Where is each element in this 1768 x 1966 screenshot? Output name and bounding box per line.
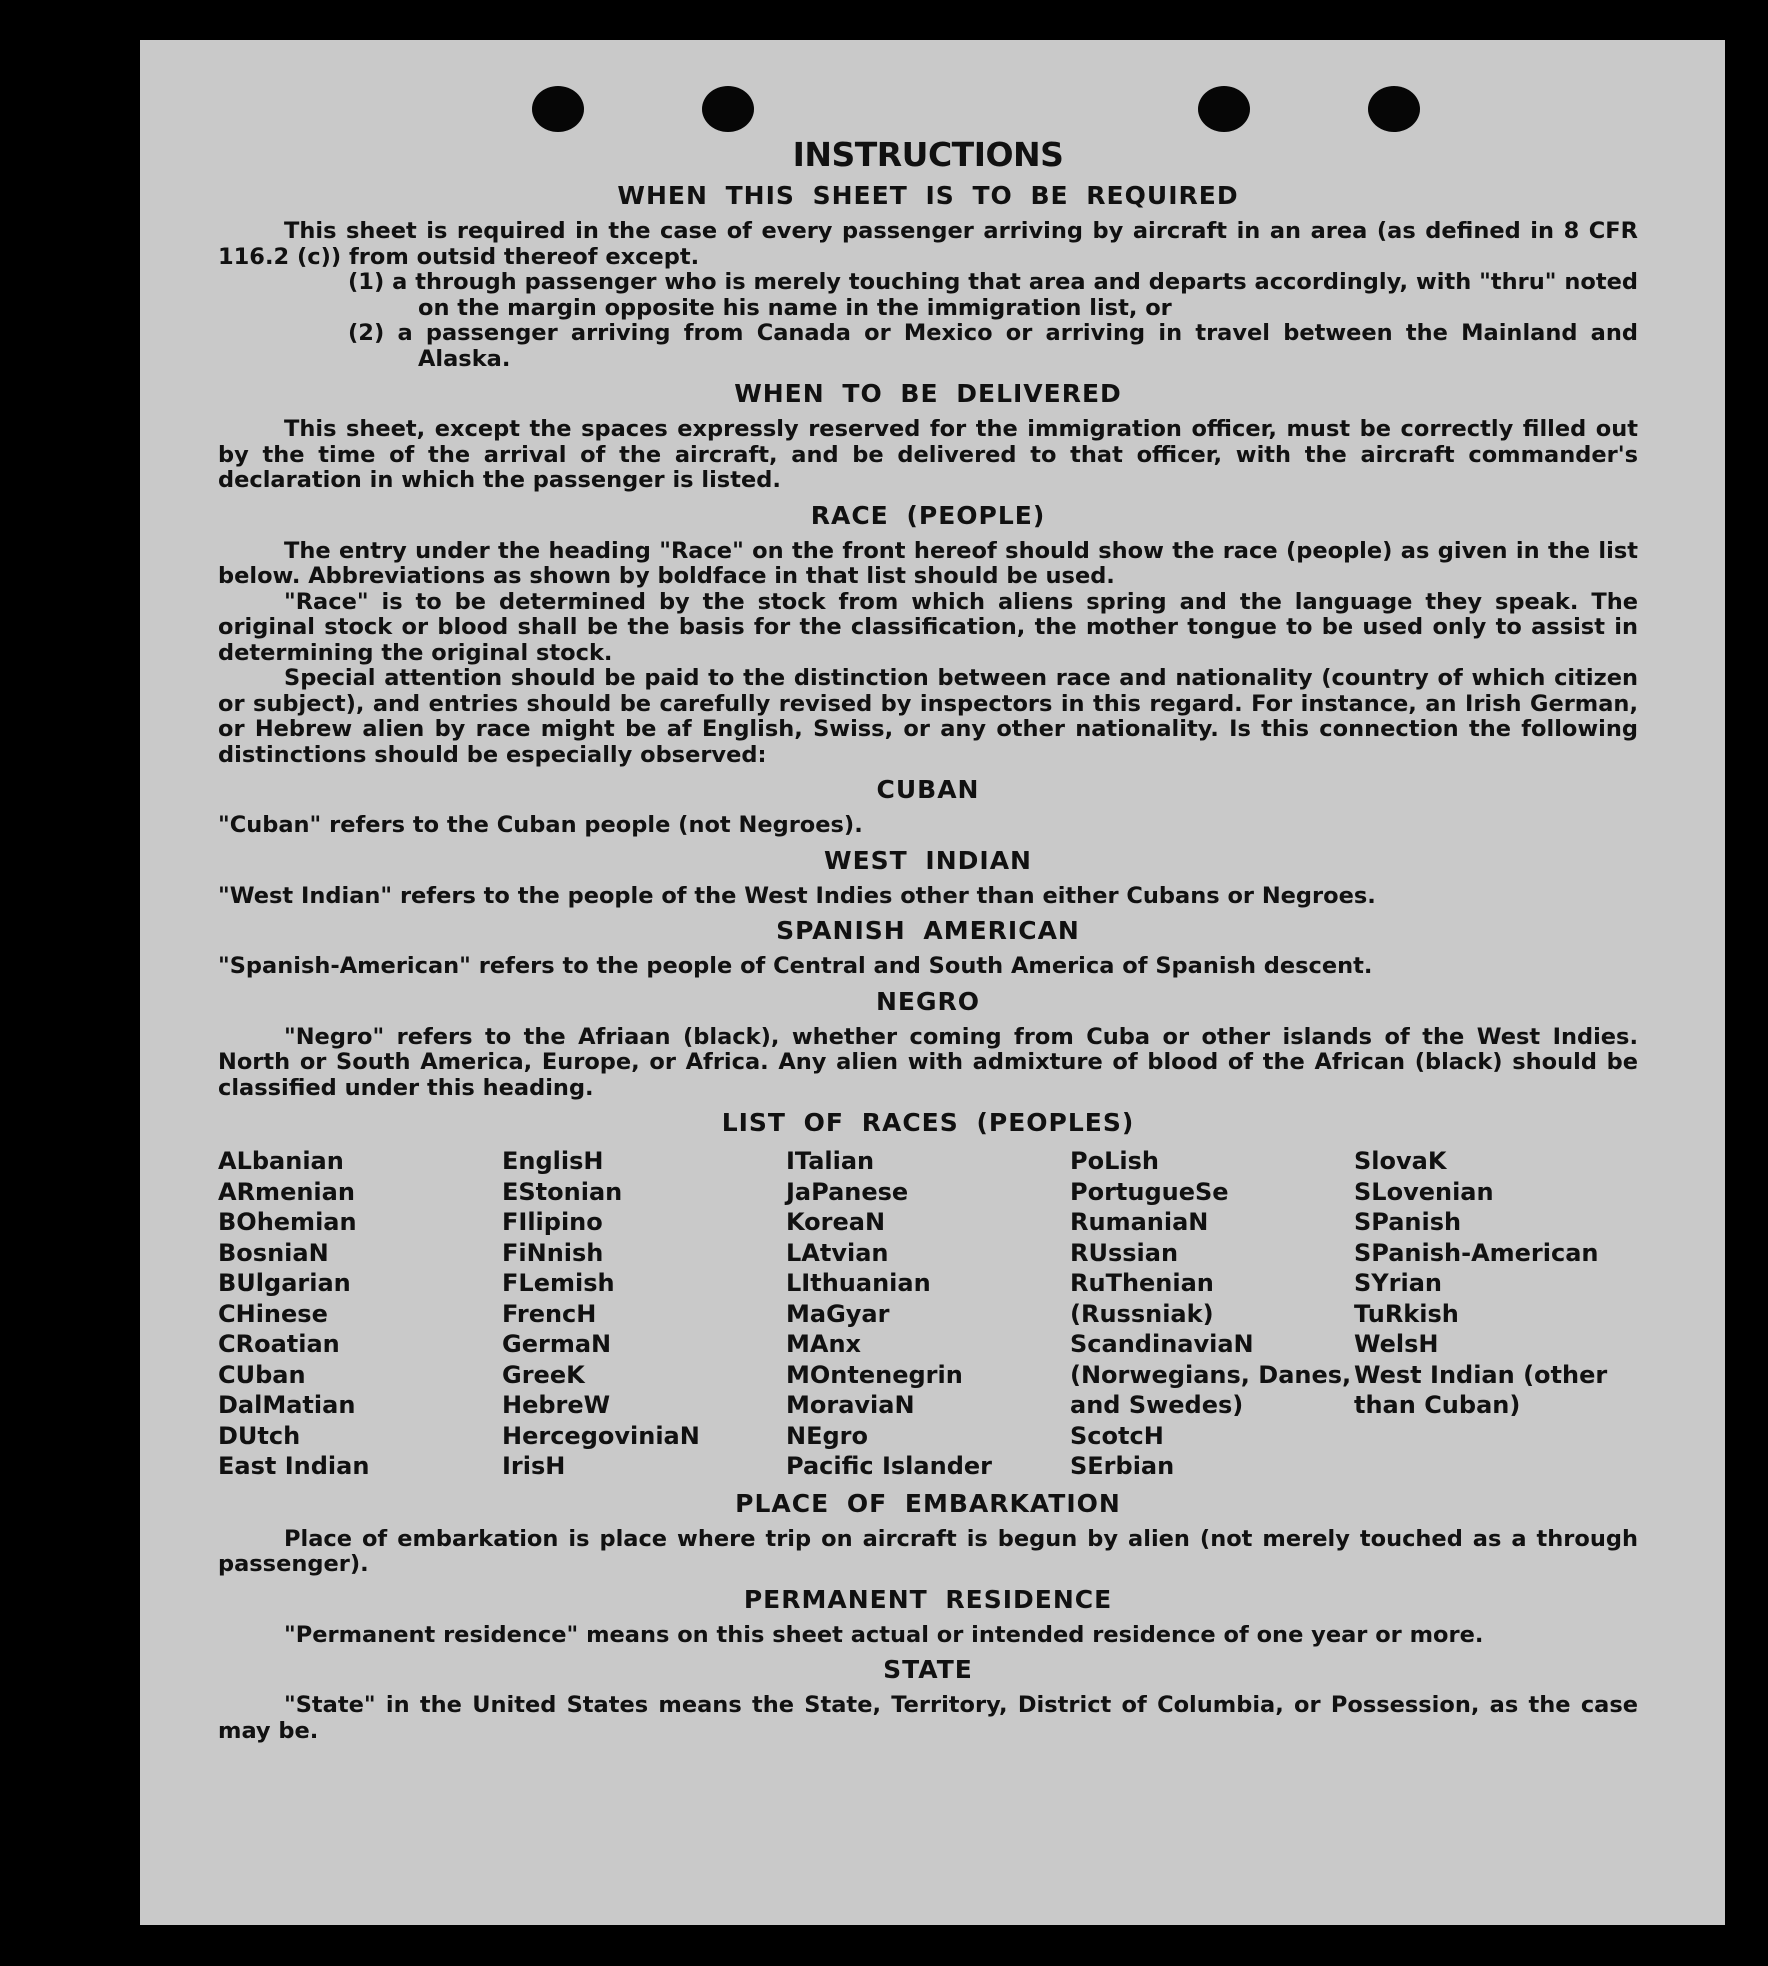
negro-text: "Negro" refers to the Afriaan (black), whether coming from Cuba or other islands of the West Indies. North or South America, Europe, or Africa. Any alien with admixture of blood of the African (black) should be classified under this heading. [218, 1023, 1638, 1101]
races-column [1070, 1146, 1354, 1482]
race-item: East Indian [218, 1452, 370, 1480]
punch-hole [1368, 86, 1420, 132]
exception-list [218, 270, 1638, 372]
race-item: JaPanese [786, 1177, 909, 1206]
race-item: HebreW [502, 1391, 611, 1419]
race-item: PortugueSe [1070, 1177, 1229, 1206]
races-column [502, 1146, 786, 1482]
race-item: MAnx [786, 1330, 862, 1358]
exception-item: (1) a through passenger who is merely touching that area and departs accordingly, with "thru" noted on the margin opposite his name in the immigration list, or [348, 269, 1638, 321]
race-item: BosniaN [218, 1238, 329, 1267]
race-item: BOhemian [218, 1208, 357, 1236]
punch-hole [1198, 86, 1250, 132]
race-item: SPanish [1354, 1208, 1462, 1236]
race-item: CHinese [218, 1299, 328, 1328]
race-item: DalMatian [218, 1391, 356, 1419]
spanish-american-text: "Spanish-American" refers to the people of Central and South America of Spanish descent. [218, 953, 1373, 979]
section-heading-delivered: WHEN TO BE DELIVERED [734, 379, 1122, 408]
race-item: KoreaN [786, 1208, 886, 1236]
race-item: LIthuanian [786, 1269, 931, 1297]
race-item: SlovaK [1354, 1147, 1447, 1175]
races-column [786, 1146, 1070, 1482]
document-sheet [140, 40, 1725, 1925]
race-item: ITalian [786, 1147, 875, 1175]
race-item: MoraviaN [786, 1391, 915, 1419]
race-item: DUtch [218, 1421, 301, 1450]
race-item: Pacific Islander [786, 1452, 992, 1480]
cuban-text: "Cuban" refers to the Cuban people (not Negroes). [218, 812, 863, 838]
required-intro: This sheet is required in the case of every passenger arriving by aircraft in an area (as defined in 8 CFR 116.2 (c)) from outsid thereof except. [218, 218, 1638, 270]
race-item: FLemish [502, 1269, 615, 1297]
race-item: TuRkish [1354, 1299, 1459, 1328]
section-heading-spanish-american: SPANISH AMERICAN [776, 916, 1080, 945]
race-item: MOntenegrin [786, 1360, 963, 1389]
section-heading-negro: NEGRO [875, 986, 981, 1016]
race-item: SPanish-American [1354, 1238, 1599, 1267]
punch-hole [532, 86, 584, 132]
race-item: RUssian [1070, 1238, 1179, 1267]
race-item: EStonian [502, 1177, 623, 1206]
race-item: SYrian [1354, 1269, 1443, 1297]
section-heading-residence: PERMANENT RESIDENCE [743, 1584, 1113, 1614]
race-item: CUban [218, 1360, 306, 1389]
page-title: INSTRUCTIONS [792, 135, 1064, 174]
races-column [218, 1146, 502, 1482]
races-column [1354, 1146, 1638, 1482]
race-item: MaGyar [786, 1299, 890, 1328]
race-paragraph: Special attention should be paid to the distinction between race and nationality (country of which citizen or subject), and entries should be carefully revised by inspectors in this regard. For instance, an Irish German, or Hebrew alien by race might be af English, Swiss, or any other nationality. Is this connection the following distinctions should be especially observed: [218, 665, 1638, 768]
section-heading-cuban: CUBAN [876, 775, 980, 804]
punch-hole [702, 86, 754, 132]
embarkation-text: Place of embarkation is place where trip on aircraft is begun by alien (not merely touched as a through passenger). [218, 1525, 1638, 1577]
residence-text: "Permanent residence" means on this sheet actual or intended residence of one year or more. [284, 1621, 1484, 1648]
race-item: NEgro [786, 1421, 868, 1450]
race-item: FrencH [502, 1299, 597, 1328]
race-item: FiNnish [502, 1238, 604, 1267]
section-heading-race: RACE (PEOPLE) [810, 500, 1046, 530]
exception-item: (2) a passenger arriving from Canada or Mexico or arriving in travel between the Mainland and Alaska. [348, 320, 1638, 372]
race-item: BUlgarian [218, 1269, 351, 1297]
race-item: LAtvian [786, 1238, 889, 1267]
race-item: ScandinaviaN (Norwegians, Danes, and Swedes) [1070, 1330, 1352, 1419]
race-item: PoLish [1070, 1147, 1159, 1175]
race-item: ScotcH [1070, 1421, 1164, 1450]
race-item: ARmenian [218, 1177, 355, 1206]
race-item: SErbian [1070, 1452, 1175, 1480]
race-item: RumaniaN [1070, 1208, 1209, 1236]
race-item: RuThenian (Russniak) [1070, 1269, 1214, 1328]
race-item: IrisH [502, 1452, 566, 1480]
instructions-content [218, 136, 1638, 1744]
race-item: ALbanian [218, 1147, 344, 1175]
races-list [218, 1146, 1638, 1482]
race-item: GreeK [502, 1360, 585, 1389]
section-heading-list-of-races: LIST OF RACES (PEOPLES) [721, 1108, 1135, 1137]
race-item: EnglisH [502, 1147, 604, 1175]
delivered-text: This sheet, except the spaces expressly reserved for the immigration officer, must be correctly filled out by the time of the arrival of the aircraft, and be delivered to that officer, with the aircraft commander's declaration in which the passenger is listed. [218, 416, 1638, 493]
west-indian-text: "West Indian" refers to the people of the West Indies other than either Cubans or Negroes. [218, 882, 1376, 909]
section-heading-required: WHEN THIS SHEET IS TO BE REQUIRED [617, 181, 1239, 210]
race-item: West Indian (other than Cuban) [1354, 1360, 1608, 1419]
race-paragraph: The entry under the heading "Race" on the front hereof should show the race (people) as given in the list below. Abbreviations as shown by boldface in that list should be used. [218, 537, 1638, 589]
section-heading-embarkation: PLACE OF EMBARKATION [735, 1488, 1121, 1518]
race-item: HercegoviniaN [502, 1421, 700, 1450]
race-item: CRoatian [218, 1330, 340, 1358]
race-item: WelsH [1354, 1330, 1439, 1358]
section-heading-state: STATE [883, 1655, 973, 1684]
state-text: "State" in the United States means the State, Territory, District of Columbia, or Possession, as the case may be. [218, 1692, 1638, 1744]
race-paragraph: "Race" is to be determined by the stock from which aliens spring and the language they speak. The original stock or blood shall be the basis for the classification, the mother tongue to be used only to assist in determining the original stock. [218, 588, 1638, 666]
race-item: FIlipino [502, 1208, 603, 1236]
section-heading-west-indian: WEST INDIAN [824, 845, 1032, 875]
race-item: GermaN [502, 1330, 612, 1358]
race-item: SLovenian [1354, 1177, 1494, 1206]
